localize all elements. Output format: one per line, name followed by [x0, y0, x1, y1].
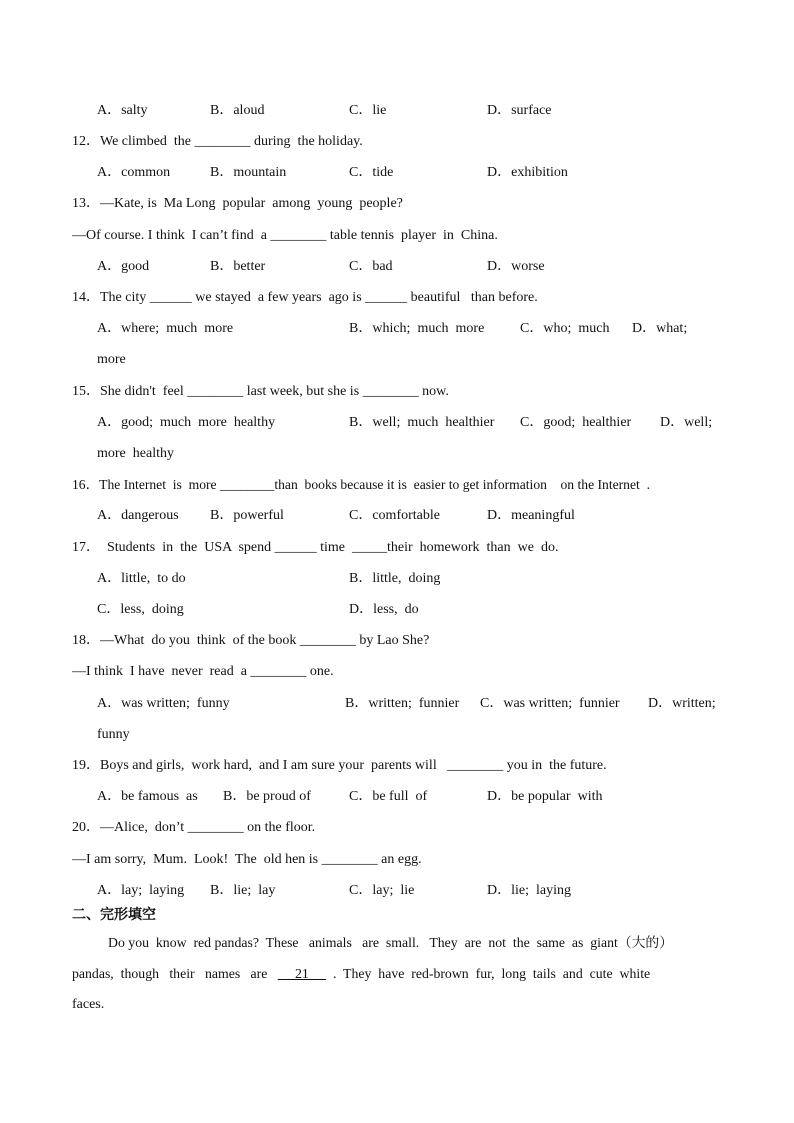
q18-option-b: B．written; funnier: [345, 696, 460, 711]
q14-stem: 14．The city ______ we stayed a few years ago is ______ beautiful than before.: [72, 290, 538, 305]
q17-option-b: B．little, doing: [349, 571, 441, 586]
q20-option-b: B．lie; lay: [210, 883, 276, 898]
q19-option-c: C．be full of: [349, 789, 428, 804]
q17-option-a: A．little, to do: [97, 571, 186, 586]
q20-option-a: A．lay; laying: [97, 883, 185, 898]
q12-option-c: C．tide: [349, 165, 394, 180]
q18-option-c: C．was written; funnier: [480, 696, 620, 711]
q13-option-b: B．better: [210, 259, 266, 274]
q15-option-a: A．good; much more healthy: [97, 415, 276, 430]
q19-option-d: D．be popular with: [487, 789, 603, 804]
q20-stem: 20．—Alice, don’t ________ on the floor.: [72, 820, 316, 835]
q18-stem: 18．—What do you think of the book ________ by Lao She?: [72, 633, 430, 648]
q13-option-c: C．bad: [349, 259, 393, 274]
q18-option-a: A．was written; funny: [97, 696, 230, 711]
cloze-line2-after-blank: . They have red-brown fur, long tails and cute white: [326, 966, 651, 981]
q15-option-d-wrap: more healthy: [97, 446, 174, 461]
q12-stem: 12．We climbed the ________ during the holiday.: [72, 134, 363, 149]
q13-line2: —Of course. I think I can’t find a ________ table tennis player in China.: [72, 228, 498, 243]
q11-option-c: C．lie: [349, 103, 387, 118]
q12-option-d: D．exhibition: [487, 165, 568, 180]
q12-option-b: B．mountain: [210, 165, 287, 180]
q13-option-d: D．worse: [487, 259, 545, 274]
q18-line2: —I think I have never read a ________ one.: [72, 664, 334, 679]
q20-option-d: D．lie; laying: [487, 883, 571, 898]
q16-option-c: C．comfortable: [349, 508, 440, 523]
q14-option-b: B．which; much more: [349, 321, 485, 336]
q14-option-c: C．who; much: [520, 321, 610, 336]
cloze-paragraph-line1: Do you know red pandas? These animals are small. They are not the same as giant（大的）: [108, 935, 674, 950]
q17-option-d: D．less, do: [349, 602, 419, 617]
q20-line2: —I am sorry, Mum. Look! The old hen is ________ an egg.: [72, 852, 422, 867]
cloze-paragraph-line3: faces.: [72, 997, 105, 1012]
q16-option-d: D．meaningful: [487, 508, 575, 523]
q14-option-d-wrap: more: [97, 352, 126, 367]
q13-stem: 13．—Kate, is Ma Long popular among young people?: [72, 196, 403, 211]
cloze-line2-before-blank: pandas, though their names are: [72, 966, 278, 981]
q17-option-c: C．less, doing: [97, 602, 184, 617]
q19-option-b: B．be proud of: [223, 789, 311, 804]
q15-option-b: B．well; much healthier: [349, 415, 495, 430]
q13-option-a: A．good: [97, 259, 150, 274]
q19-stem: 19．Boys and girls, work hard, and I am sure your parents will ________ you in the future.: [72, 758, 607, 773]
cloze-blank-21: 21: [277, 966, 327, 981]
q18-option-d-wrap: funny: [97, 727, 130, 742]
q15-option-c: C．good; healthier: [520, 415, 632, 430]
q18-option-d: D．written;: [648, 696, 716, 711]
q19-option-a: A．be famous as: [97, 789, 198, 804]
q17-stem: 17． Students in the USA spend ______ time _____their homework than we do.: [72, 540, 559, 555]
q16-stem: 16．The Internet is more ________than books because it is easier to get information on the Internet .: [72, 477, 650, 492]
q20-option-c: C．lay; lie: [349, 883, 415, 898]
q15-stem: 15．She didn't feel ________ last week, but she is ________ now.: [72, 384, 449, 399]
q16-option-b: B．powerful: [210, 508, 284, 523]
section-title-cloze: 二、完形填空: [72, 907, 156, 923]
q11-option-a: A．salty: [97, 103, 148, 118]
q14-option-d: D．what;: [632, 321, 688, 336]
q15-option-d: D．well;: [660, 415, 713, 430]
q11-option-d: D．surface: [487, 103, 552, 118]
q16-option-a: A．dangerous: [97, 508, 179, 523]
q14-option-a: A．where; much more: [97, 321, 234, 336]
cloze-paragraph-line2: [72, 965, 650, 983]
q12-option-a: A．common: [97, 165, 171, 180]
q11-option-b: B．aloud: [210, 103, 265, 118]
